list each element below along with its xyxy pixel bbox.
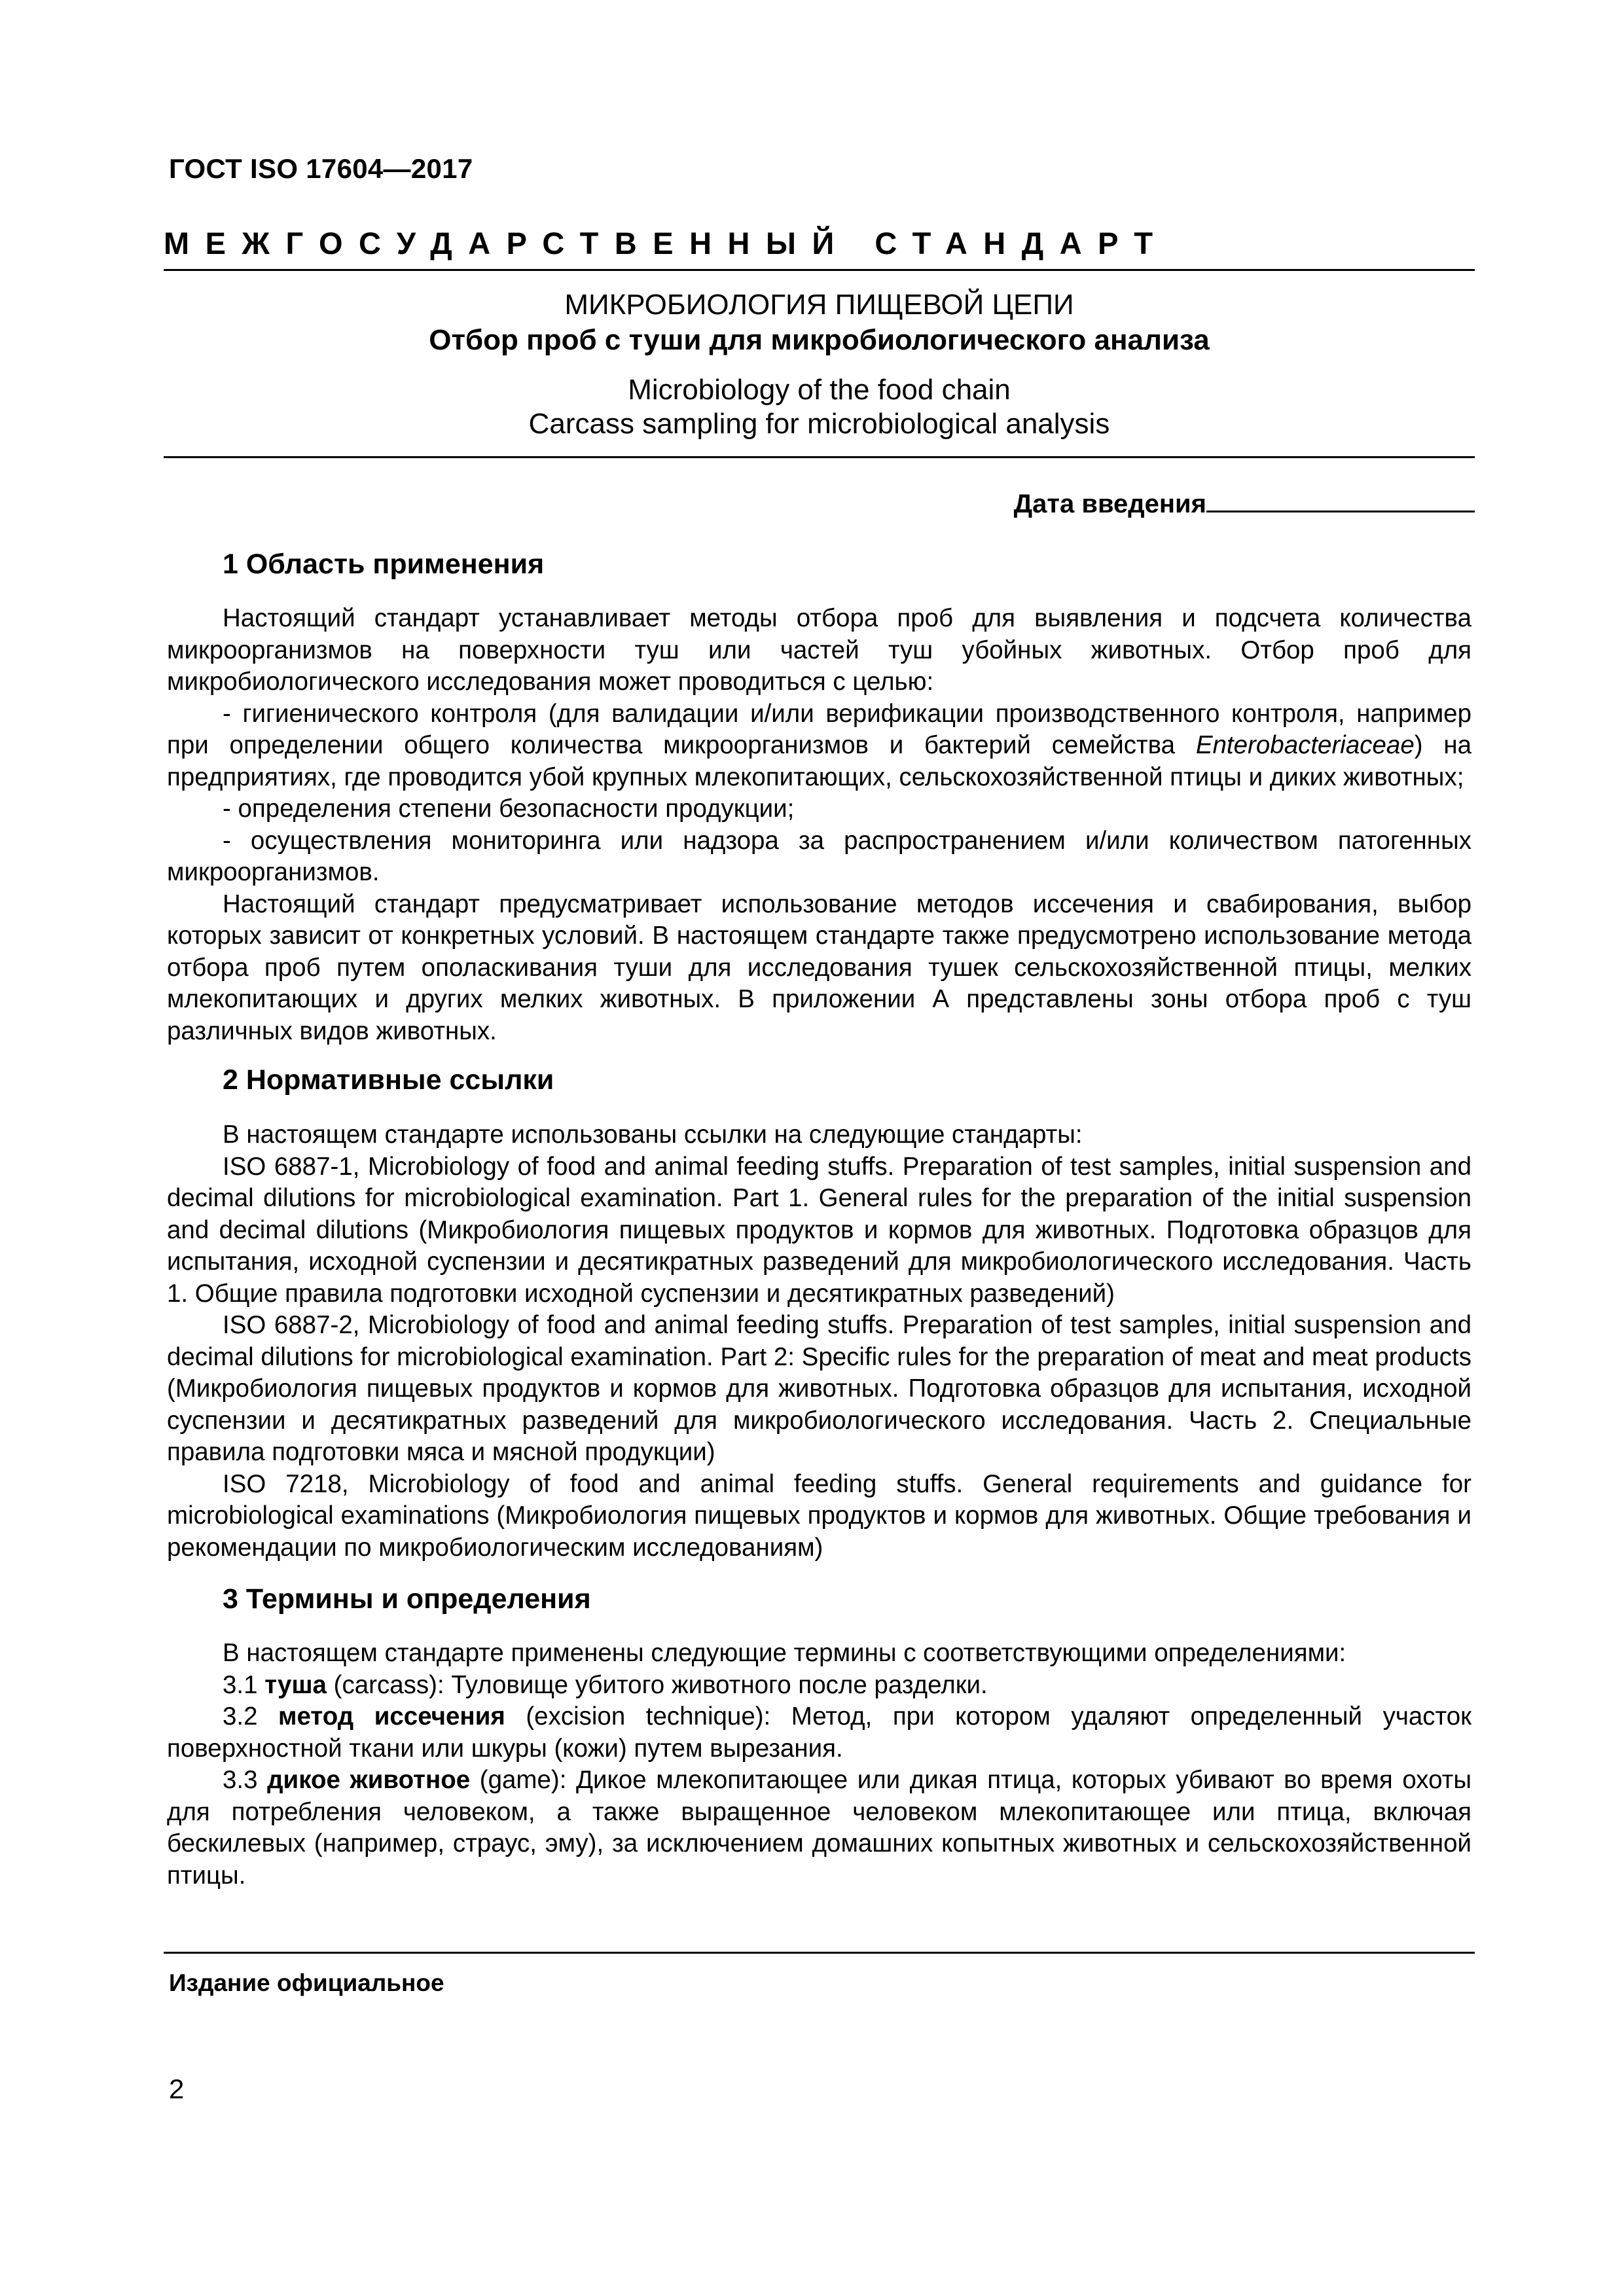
title-en-line1: Microbiology of the food chain — [628, 374, 1011, 406]
paragraph: Настоящий стандарт предусматривает использование методов иссечения и свабирования, выбор которых зависит от конкретных условий. В настоящем стандарте также предусмотрено использование метода отбора проб путем ополаскивания туши для исследования тушек сельскохозяйственной птицы, мелких млекопитающих и других мелких животных. В приложении А представлены зоны отбора проб с туш различных видов животных. — [167, 889, 1471, 1045]
section-2-heading: 2 Нормативные ссылки — [223, 1064, 554, 1096]
introduction-date-label: Дата введения — [1013, 490, 1206, 518]
title-ru-line2: Отбор проб с туши для микробиологического анализа — [429, 324, 1210, 356]
paragraph: - осуществления мониторинга или надзора за распространением и/или количеством патогенных микроорганизмов. — [167, 826, 1471, 886]
italic-term: Enterobacteriaceae — [1195, 731, 1415, 759]
reference-iso-6887-1: ISO 6887-1, Microbiology of food and animal feeding stuffs. Preparation of test samples, initial suspension and decimal dilutions for microbiological examination. Part 1. General rules for the preparation of the initial suspension and decimal dilutions (Микробиология пищевых продуктов и кормов для животных. Подготовка образцов для испытания, исходной суспензии и десятикратных разведений для микробиологического исследования. Часть 1. Общие правила подготовки исходной суспензии и десятикратных разведений) — [167, 1152, 1471, 1308]
paragraph: - определения степени безопасности продукции; — [223, 795, 795, 823]
paragraph: В настоящем стандарте применены следующие термины с соответствующими определениями: — [223, 1639, 1346, 1667]
term-name: дикое животное — [267, 1766, 471, 1794]
header-rule — [164, 269, 1475, 271]
introduction-date-blank — [1206, 488, 1475, 512]
paragraph: - гигиенического контроля (для валидации и/или верификации производственного контроля, например при определении общего количества микроорганизмов и бактерий семейства Enterobacteriaceae) на предприятиях, где проводится убой крупных млекопитающих, сельскохозяйственной птицы и диких животных; — [167, 699, 1471, 791]
term-definition: 3.1 туша (carcass): Туловище убитого животного после разделки. — [223, 1670, 988, 1699]
section-1-body — [167, 603, 1471, 1047]
title-rule — [164, 456, 1475, 458]
term-name: метод иссечения — [278, 1702, 505, 1731]
paragraph: Настоящий стандарт устанавливает методы отбора проб для выявления и подсчета количества микроорганизмов на поверхности туш или частей туш убойных животных. Отбор проб для микробиологического исследования может проводиться с целью: — [167, 604, 1471, 696]
section-2-body — [167, 1119, 1471, 1564]
section-1-heading: 1 Область применения — [223, 548, 545, 580]
interstate-standard-label: МЕЖГОСУДАРСТВЕННЫЙ СТАНДАРТ — [164, 226, 1169, 260]
section-3-heading: 3 Термины и определения — [223, 1583, 591, 1615]
term-definition: 3.2 метод иссечения (excision technique): Метод, при котором удаляют определенный участок поверхностной ткани или шкуры (кожи) путем вырезания. — [167, 1702, 1471, 1763]
reference-iso-6887-2: ISO 6887-2, Microbiology of food and animal feeding stuffs. Preparation of test samples, initial suspension and decimal dilutions for microbiological examination. Part 2: Specific rules for the preparation of meat and meat products (Микробиология пищевых продуктов и кормов для животных. Подготовка образцов для испытания, исходной суспензии и десятикратных разведений для микробиологического исследования. Часть 2. Специальные правила подготовки мяса и мясной продукции) — [167, 1311, 1471, 1466]
title-ru-line1: МИКРОБИОЛОГИЯ ПИЩЕВОЙ ЦЕПИ — [564, 289, 1074, 321]
paragraph: В настоящем стандарте использованы ссылки на следующие стандарты: — [223, 1121, 1083, 1149]
title-en-line2: Carcass sampling for microbiological analysis — [528, 408, 1110, 440]
footer-rule — [164, 1952, 1475, 1954]
introduction-date — [1014, 488, 1475, 519]
term-name: туша — [264, 1670, 327, 1699]
section-3-body — [167, 1638, 1471, 1892]
standard-code: ГОСТ ISO 17604—2017 — [169, 153, 473, 184]
page-number: 2 — [169, 2073, 185, 2104]
term-definition: 3.3 дикое животное (game): Дикое млекопитающее или дикая птица, которых убивают во время охоты для потребления человеком, а также выращенное человеком млекопитающее или птица, включая бескилевых (например, страус, эму), за исключением домашних копытных животных и сельскохозяйственной птицы. — [167, 1766, 1471, 1890]
official-edition-label: Издание официальное — [169, 1969, 444, 1996]
reference-iso-7218: ISO 7218, Microbiology of food and animal feeding stuffs. General requirements and guidance for microbiological examinations (Микробиология пищевых продуктов и кормов для животных. Общие требования и рекомендации по микробиологическим исследованиям) — [167, 1469, 1471, 1562]
